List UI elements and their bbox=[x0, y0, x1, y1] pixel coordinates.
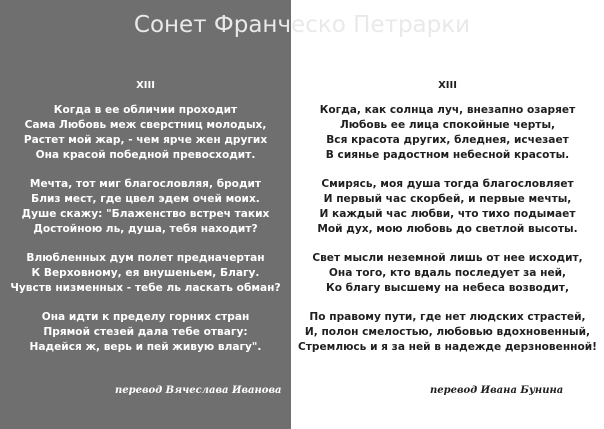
right-translator-credit: перевод Ивана Бунина bbox=[430, 385, 564, 396]
poem-line: Чувств низменных - тебе ль ласкать обман? bbox=[10, 282, 281, 294]
right-stanza-1 bbox=[291, 103, 604, 163]
poem-line: Вся красота других, бледнея, исчезает bbox=[326, 134, 569, 146]
poem-line: Смирясь, моя душа тогда благословляет bbox=[321, 178, 574, 190]
poem-line: Растет мой жар, - чем ярче жен других bbox=[23, 134, 268, 146]
left-translator-credit: перевод Вячеслава Иванова bbox=[115, 385, 282, 396]
poem-line: Ко благу высшему на небеса возводит, bbox=[326, 282, 569, 294]
left-poem-column bbox=[0, 78, 291, 369]
left-stanza-2 bbox=[0, 177, 291, 237]
poem-line: Надейся ж, верь и пей живую влагу". bbox=[29, 341, 262, 353]
poem-line: И первый час скорбей, и первые мечты, bbox=[323, 193, 572, 205]
poem-line: Когда в ее обличии проходит bbox=[53, 104, 238, 116]
right-stanza-3 bbox=[291, 251, 604, 296]
poem-line: В сиянье радостном небесной красоты. bbox=[325, 149, 570, 161]
poem-line: Влюбленных дум полет предначертан bbox=[26, 252, 265, 264]
page-title: Сонет Франческо Петрарки bbox=[133, 12, 471, 38]
poem-line: И каждый час любви, что тихо подымает bbox=[319, 208, 576, 220]
poem-line: Она идти к пределу горних стран bbox=[41, 311, 250, 323]
right-stanza-2 bbox=[291, 177, 604, 237]
poem-line: Сама Любовь меж сверстниц молодых, bbox=[24, 119, 267, 131]
poem-line: Мечта, тот миг благословляя, бродит bbox=[29, 178, 262, 190]
poem-line: Любовь ее лица спокойные черты, bbox=[339, 119, 556, 131]
poem-line: Мой дух, мою любовь до светлой высоты. bbox=[317, 223, 578, 235]
poem-line: Свет мысли неземной лишь от нее исходит, bbox=[312, 252, 583, 264]
left-stanza-3 bbox=[0, 251, 291, 296]
poem-line: Она того, кто вдаль последует за ней, bbox=[328, 267, 567, 279]
poem-line: Душе скажу: "Блаженство встреч таких bbox=[21, 208, 270, 220]
left-sonnet-number: XIII bbox=[136, 80, 155, 91]
left-stanza-4 bbox=[0, 310, 291, 355]
poem-line: Близ мест, где цвел эдем очей моих. bbox=[31, 193, 260, 205]
right-stanza-4 bbox=[291, 310, 604, 355]
poem-line: По правому пути, где нет людских страстей, bbox=[309, 311, 586, 323]
poem-line: Стремлюсь и я за ней в надежде дерзновенной! bbox=[298, 341, 597, 353]
poem-line: И, полон смелостью, любовью вдохновенный, bbox=[304, 326, 591, 338]
poem-line: Достойною ль, душа, тебя находит? bbox=[33, 223, 258, 235]
right-poem-column bbox=[291, 78, 604, 369]
poem-line: Прямой стезей дала тебе отвагу: bbox=[43, 326, 248, 338]
left-stanza-1 bbox=[0, 103, 291, 163]
poem-line: Когда, как солнца луч, внезапно озаряет bbox=[319, 104, 576, 116]
poem-line: Она красой победной превосходит. bbox=[35, 149, 256, 161]
right-sonnet-number: XIII bbox=[438, 80, 457, 91]
poem-line: К Верховному, ея внушеньем, Благу. bbox=[31, 267, 260, 279]
